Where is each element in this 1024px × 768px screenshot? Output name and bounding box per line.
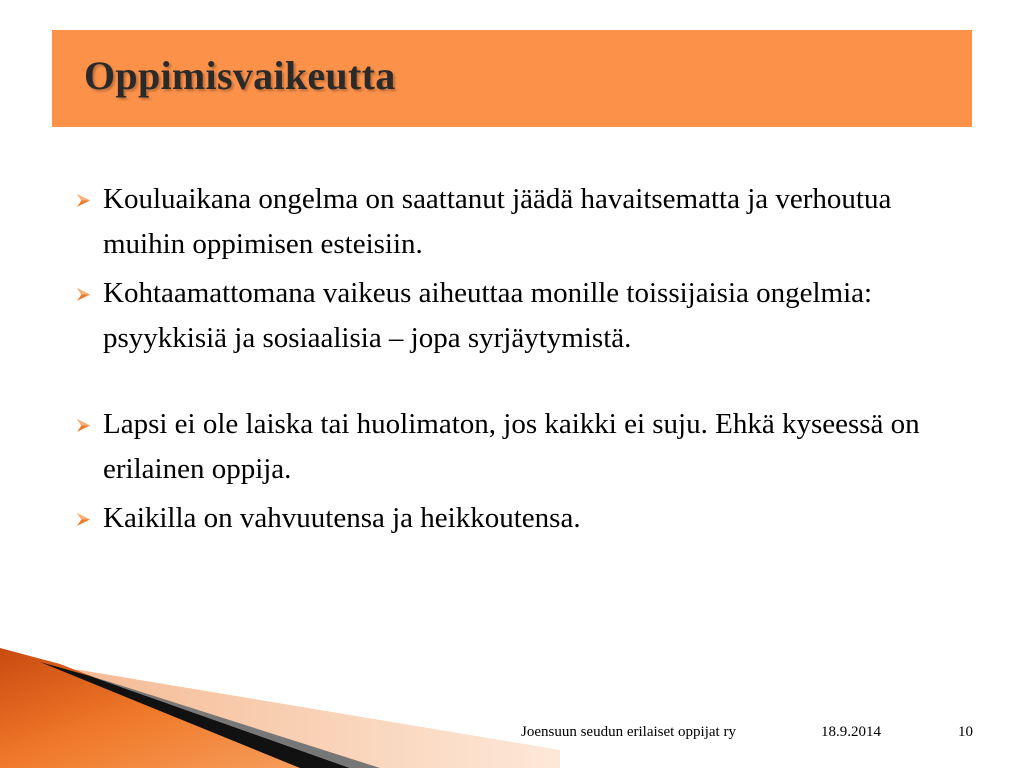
footer-organization: Joensuun seudun erilaiset oppijat ry — [521, 724, 736, 740]
bullet-item — [72, 177, 972, 267]
arrowhead-bullet-icon — [76, 512, 91, 527]
slide-title: Oppimisvaikeutta — [84, 53, 396, 98]
footer-date: 18.9.2014 — [821, 724, 881, 740]
arrowhead-bullet-icon — [76, 193, 91, 208]
bullet-text: Kouluaikana ongelma on saattanut jäädä havaitsematta ja verhoutua muihin oppimisen esteisiin. — [103, 183, 892, 260]
bullet-text: Kohtaamattomana vaikeus aiheuttaa monille toissijaisia ongelmia: psyykkisiä ja sosiaalisia – jopa syrjäytymistä. — [103, 277, 873, 354]
bullet-item — [72, 271, 972, 361]
bullet-text: Kaikilla on vahvuutensa ja heikkoutensa. — [103, 502, 581, 534]
bullet-item — [72, 496, 972, 541]
slide-content — [72, 177, 972, 541]
corner-decoration — [0, 640, 560, 768]
title-bar — [52, 30, 972, 127]
bullet-text: Lapsi ei ole laiska tai huolimaton, jos kaikki ei suju. Ehkä kyseessä on erilainen oppija. — [103, 408, 920, 485]
bullet-item — [72, 402, 972, 492]
footer-page-number: 10 — [958, 724, 973, 740]
arrowhead-bullet-icon — [76, 418, 91, 433]
arrowhead-bullet-icon — [76, 287, 91, 302]
